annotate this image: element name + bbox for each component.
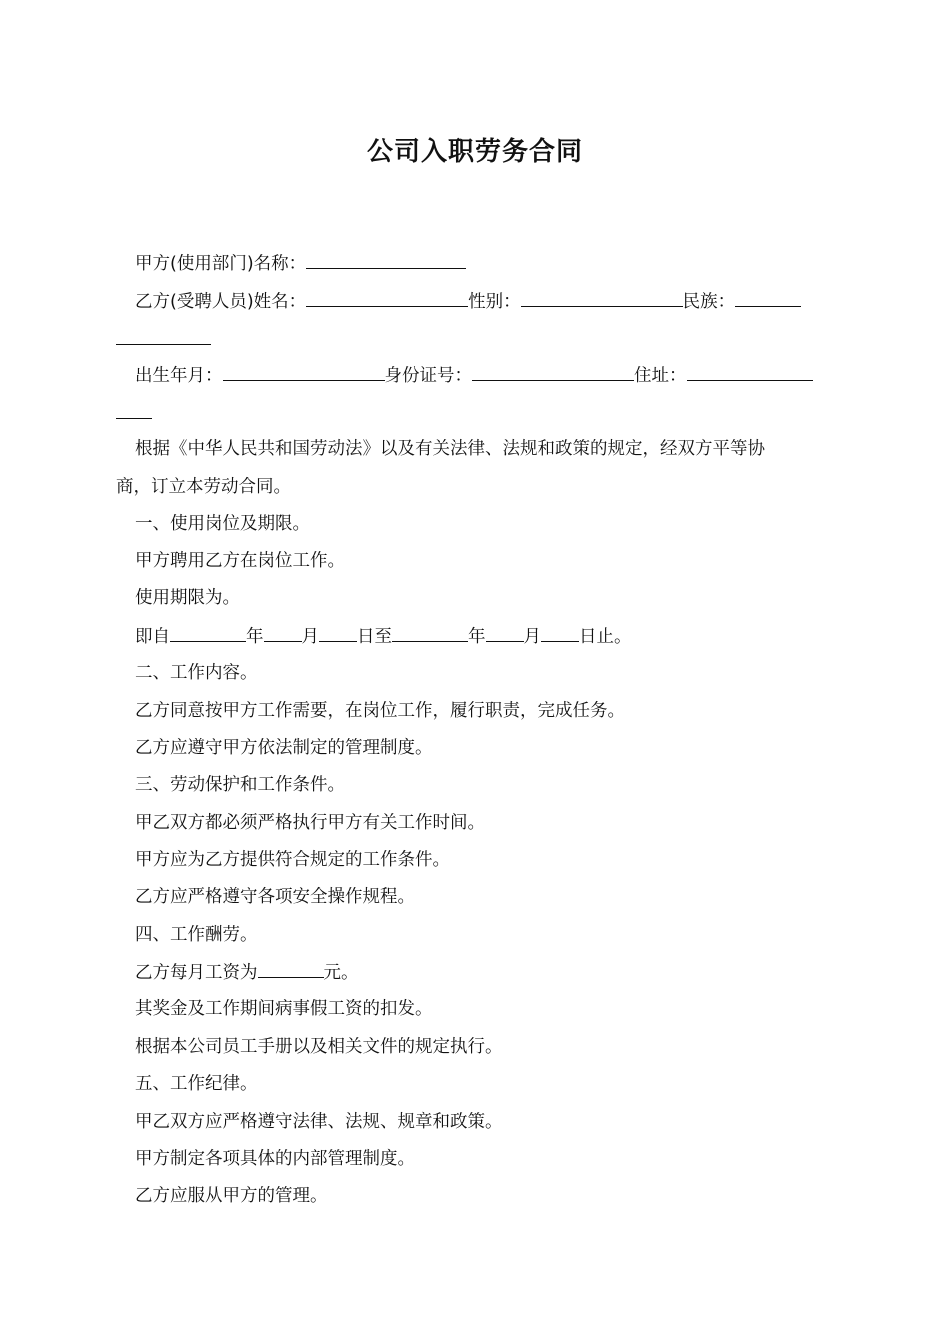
paragraph: 甲乙双方应严格遵守法律、法规、规章和政策。 (135, 1112, 503, 1132)
end-year-label: 年 (468, 627, 486, 647)
end-month-blank[interactable] (486, 621, 524, 642)
paragraph: 甲乙双方都必须严格执行甲方有关工作时间。 (135, 813, 485, 833)
section-heading-1: 一、使用岗位及期限。 (135, 514, 310, 534)
section-heading-5: 五、工作纪律。 (135, 1074, 258, 1094)
intro-line-1: 根据《中华人民共和国劳动法》以及有关法律、法规和政策的规定，经双方平等协 (135, 439, 765, 459)
paragraph: 使用期限为。 (135, 588, 240, 608)
start-month-blank[interactable] (264, 621, 302, 642)
party-b-line-wrap (0, 324, 950, 355)
paragraph: 甲方聘用乙方在岗位工作。 (135, 551, 345, 571)
intro-line-2: 商，订立本劳动合同。 (116, 477, 291, 497)
term-dates-line (0, 621, 950, 652)
personal-info-line-wrap (0, 398, 950, 429)
day-end-label: 日止。 (579, 627, 632, 647)
start-year-blank[interactable] (170, 621, 246, 642)
gender-label: 性别： (468, 292, 521, 312)
paragraph: 甲方制定各项具体的内部管理制度。 (135, 1149, 415, 1169)
address-label: 住址： (634, 366, 687, 386)
salary-prefix: 乙方每月工资为 (135, 963, 258, 983)
paragraph: 乙方同意按甲方工作需要，在岗位工作，履行职责，完成任务。 (135, 701, 625, 721)
section-heading-4: 四、工作酬劳。 (135, 925, 258, 945)
ethnicity-blank-continued[interactable] (116, 324, 211, 345)
paragraph: 甲方应为乙方提供符合规定的工作条件。 (135, 850, 450, 870)
party-a-label: 甲方(使用部门)名称： (135, 254, 307, 274)
term-prefix: 即自 (135, 627, 170, 647)
ethnicity-blank[interactable] (735, 286, 801, 307)
end-month-label: 月 (523, 627, 541, 647)
personal-info-line (0, 360, 950, 391)
paragraph: 乙方应遵守甲方依法制定的管理制度。 (135, 738, 433, 758)
paragraph: 根据本公司员工手册以及相关文件的规定执行。 (135, 1037, 503, 1057)
id-number-blank[interactable] (472, 360, 634, 381)
party-b-label: 乙方(受聘人员)姓名： (135, 292, 307, 312)
section-heading-3: 三、劳动保护和工作条件。 (135, 775, 345, 795)
birth-label: 出生年月： (135, 366, 223, 386)
day-to-label: 日至 (357, 627, 392, 647)
paragraph: 乙方应服从甲方的管理。 (135, 1186, 328, 1206)
end-year-blank[interactable] (392, 621, 468, 642)
party-b-line (0, 286, 950, 317)
address-blank-continued[interactable] (116, 398, 152, 419)
start-month-label: 月 (301, 627, 319, 647)
salary-line (0, 957, 950, 988)
address-blank[interactable] (687, 360, 813, 381)
gender-blank[interactable] (521, 286, 683, 307)
birth-blank[interactable] (223, 360, 385, 381)
id-label: 身份证号： (384, 366, 472, 386)
start-day-blank[interactable] (319, 621, 357, 642)
salary-amount-blank[interactable] (258, 957, 324, 978)
salary-suffix: 元。 (323, 963, 359, 983)
paragraph: 其奖金及工作期间病事假工资的扣发。 (135, 999, 433, 1019)
party-b-name-blank[interactable] (306, 286, 468, 307)
ethnicity-label: 民族： (682, 292, 736, 312)
party-a-line (0, 248, 950, 279)
start-year-label: 年 (246, 627, 264, 647)
party-a-name-blank[interactable] (306, 248, 466, 269)
paragraph: 乙方应严格遵守各项安全操作规程。 (135, 887, 415, 907)
end-day-blank[interactable] (541, 621, 579, 642)
section-heading-2: 二、工作内容。 (135, 663, 258, 683)
document-title: 公司入职劳务合同 (366, 137, 583, 167)
